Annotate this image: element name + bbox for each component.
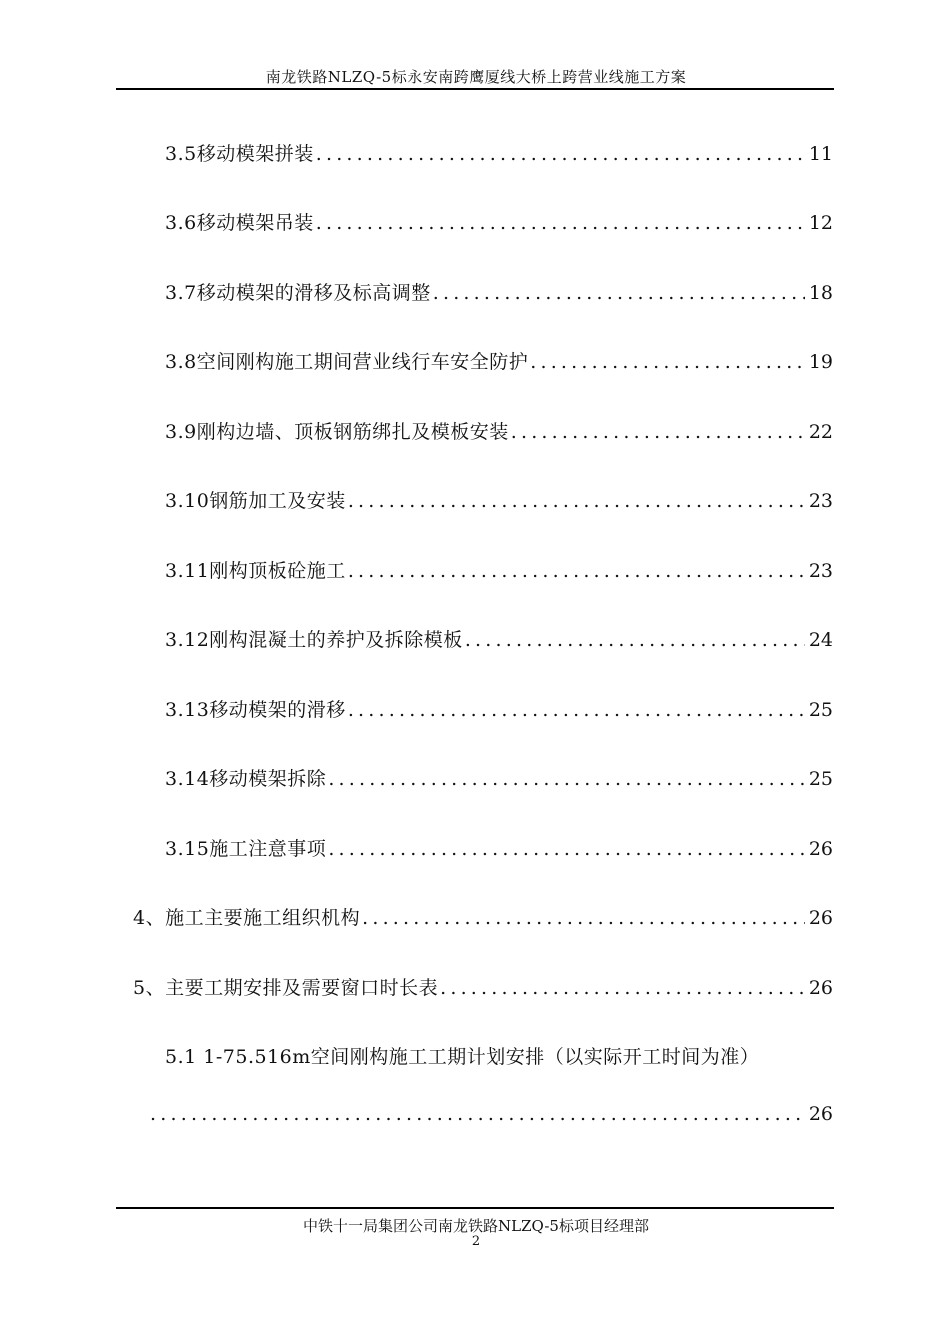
toc-entry-label: 5、主要工期安排及需要窗口时长表 [133, 977, 439, 999]
toc-entry-page: 22 [808, 421, 833, 443]
toc-entry[interactable] [165, 697, 833, 723]
toc-entry-label: 3.10钢筋加工及安装 [165, 490, 346, 512]
toc-entry[interactable] [165, 488, 833, 514]
toc-leader-dots [511, 419, 805, 445]
toc-entry-label: 4、施工主要施工组织机构 [133, 907, 361, 929]
toc-entry-page: 18 [808, 282, 833, 304]
toc-leader-dots [362, 905, 805, 931]
toc-leader-dots [328, 836, 805, 862]
toc-entry[interactable] [165, 419, 833, 445]
toc-entry[interactable] [165, 349, 833, 375]
footer-organization: 中铁十一局集团公司南龙铁路NLZQ-5标项目经理部 [303, 1217, 649, 1235]
toc-entry-label: 3.14移动模架拆除 [165, 768, 327, 790]
toc-entry-label: 3.6移动模架吊装 [165, 212, 314, 234]
header-rule [116, 88, 834, 90]
toc-entry[interactable] [165, 558, 833, 584]
toc-entry[interactable] [165, 141, 833, 167]
toc-leader-dots [328, 766, 805, 792]
toc-entry[interactable] [133, 975, 833, 1001]
toc-entry-label: 3.15施工注意事项 [165, 838, 327, 860]
toc-leader-dots [440, 975, 805, 1001]
toc-entry-page: 25 [808, 768, 833, 790]
toc-entry-page: 25 [808, 699, 833, 721]
toc-entry-label: 3.7移动模架的滑移及标高调整 [165, 282, 431, 304]
toc-entry-page: 26 [808, 838, 833, 860]
toc-entry-page: 26 [808, 907, 833, 929]
toc-entry-label: 3.8空间刚构施工期间营业线行车安全防护 [165, 351, 529, 373]
toc-entry-wrapped-label[interactable]: 5.1 1-75.516m空间刚构施工工期计划安排（以实际开工时间为准） [165, 1046, 760, 1068]
toc-entry-page: 26 [808, 977, 833, 999]
toc-entry-page: 23 [808, 490, 833, 512]
toc-entry-label: 3.11刚构顶板砼施工 [165, 560, 346, 582]
toc-entry[interactable] [165, 836, 833, 862]
toc-leader-dots [316, 141, 805, 167]
toc-leader-dots [433, 280, 805, 306]
toc-entry-page: 23 [808, 560, 833, 582]
toc-entry[interactable] [133, 905, 833, 931]
footer-page-number: 2 [471, 1234, 481, 1249]
toc-entry-page: 12 [808, 212, 833, 234]
toc-leader-dots [465, 627, 805, 653]
toc-entry-wrapped-continuation[interactable] [150, 1101, 833, 1127]
toc-leader-dots [316, 210, 805, 236]
page-header-title: 南龙铁路NLZQ-5标永安南跨鹰厦线大桥上跨营业线施工方案 [265, 68, 687, 86]
toc-leader-dots [348, 558, 805, 584]
toc-entry-label: 3.12刚构混凝土的养护及拆除模板 [165, 629, 463, 651]
toc-entry[interactable] [165, 280, 833, 306]
toc-entry-page: 24 [808, 629, 833, 651]
toc-leader-dots [150, 1101, 805, 1127]
toc-entry-label: 3.9刚构边墙、顶板钢筋绑扎及模板安装 [165, 421, 509, 443]
toc-entry-page: 19 [808, 351, 833, 373]
toc-entry-label: 3.13移动模架的滑移 [165, 699, 346, 721]
toc-entry-page: 11 [808, 143, 833, 165]
toc-entry[interactable] [165, 627, 833, 653]
toc-entry-label: 3.5移动模架拼装 [165, 143, 314, 165]
toc-entry-page: 26 [808, 1103, 833, 1125]
footer-rule [116, 1207, 834, 1209]
toc-entry[interactable] [165, 210, 833, 236]
toc-entry[interactable] [165, 766, 833, 792]
toc-leader-dots [348, 488, 805, 514]
toc-leader-dots [348, 697, 805, 723]
toc-leader-dots [530, 349, 805, 375]
